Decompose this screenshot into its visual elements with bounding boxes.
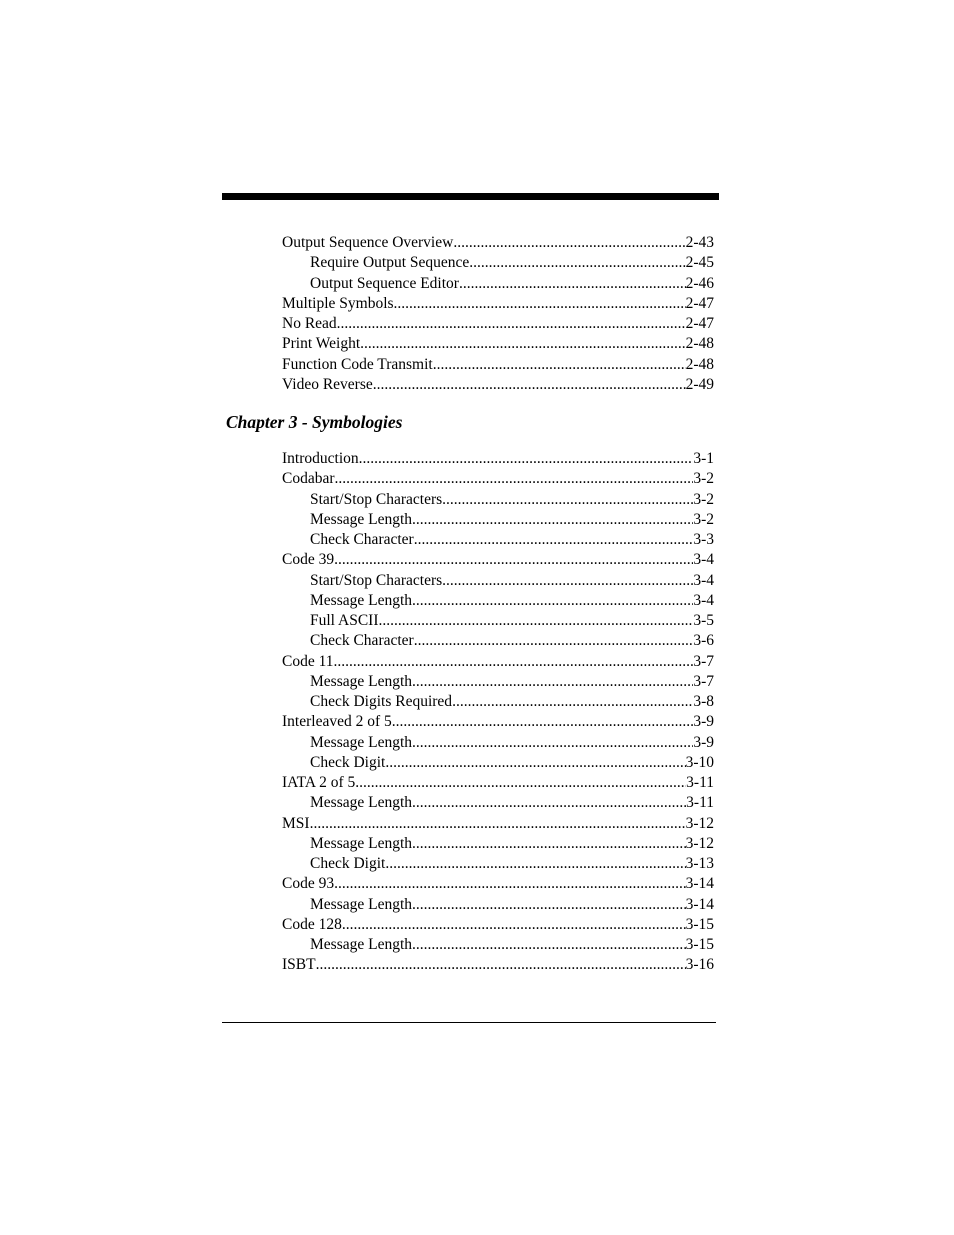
toc-entry-title: Multiple Symbols	[282, 294, 394, 312]
toc-entry-page: 2-48	[685, 355, 714, 373]
toc-leader-dots	[442, 490, 693, 510]
top-rule	[222, 193, 719, 200]
toc-entry-title: Require Output Sequence	[310, 254, 470, 272]
toc-entry	[282, 571, 714, 591]
toc-leader-dots	[360, 334, 685, 354]
toc-entry-title: Message Length	[310, 733, 413, 751]
toc-entry-page: 3-6	[693, 632, 714, 650]
toc-entry	[282, 712, 714, 732]
toc-entry-page: 3-2	[693, 510, 714, 528]
toc-entry-page: 3-10	[685, 753, 714, 771]
toc-entry-page: 3-12	[685, 814, 714, 832]
toc-leader-dots	[412, 793, 686, 813]
toc-entry-title: Check Digit	[310, 855, 386, 872]
toc-entry	[282, 692, 714, 712]
toc-entry	[282, 733, 714, 753]
toc-entry	[282, 355, 714, 375]
toc-entry-title: Message Length	[310, 936, 413, 953]
toc-entry	[282, 490, 714, 510]
chapter-heading: Chapter 3 - Symbologies	[226, 412, 403, 432]
toc-entry	[282, 274, 714, 294]
toc-leader-dots	[452, 692, 693, 712]
toc-entry	[282, 672, 714, 692]
toc-leader-dots	[337, 314, 686, 334]
toc-entry-page: 3-4	[693, 571, 714, 589]
toc-entry-page: 3-7	[693, 672, 714, 690]
toc-entry	[282, 915, 714, 935]
toc-entry	[282, 510, 714, 530]
toc-leader-dots	[310, 814, 686, 834]
toc-entry-page: 2-48	[685, 335, 714, 353]
toc-leader-dots	[412, 510, 693, 530]
toc-entry-title: Introduction	[282, 450, 359, 467]
toc-entry-title: ISBT	[282, 956, 316, 974]
toc-entry	[282, 773, 714, 793]
toc-entry	[282, 469, 714, 489]
toc-leader-dots	[414, 631, 694, 651]
toc-leader-dots	[385, 753, 685, 773]
toc-entry-page: 2-49	[685, 375, 714, 393]
toc-leader-dots	[373, 375, 686, 395]
toc-entry-title: Check Digits Required	[310, 693, 453, 710]
toc-entry-page: 3-8	[693, 693, 714, 710]
toc-leader-dots	[453, 233, 685, 253]
toc-leader-dots	[459, 274, 686, 294]
toc-entry-title: No Read	[282, 315, 337, 332]
toc-leader-dots	[442, 571, 693, 591]
toc-entry	[282, 814, 714, 834]
toc-entry	[282, 753, 714, 773]
toc-leader-dots	[412, 591, 693, 611]
toc-entry-page: 3-14	[685, 895, 714, 913]
toc-entry	[282, 375, 714, 395]
toc-leader-dots	[385, 854, 685, 874]
toc-entry-page: 3-4	[693, 551, 714, 569]
toc-list-chapter-3	[282, 449, 714, 976]
toc-leader-dots	[433, 355, 686, 375]
toc-entry-page: 3-15	[685, 936, 714, 953]
toc-entry-page: 3-11	[686, 794, 714, 812]
toc-entry-page: 3-2	[693, 490, 714, 508]
toc-leader-dots	[334, 550, 693, 570]
toc-entry-page: 3-9	[693, 713, 714, 731]
toc-entry	[282, 611, 714, 631]
toc-leader-dots	[412, 834, 686, 854]
toc-entry-title: Check Character	[310, 632, 414, 650]
toc-leader-dots	[355, 773, 686, 793]
toc-entry-title: Print Weight	[282, 335, 361, 353]
toc-entry-page: 3-3	[693, 531, 714, 548]
toc-entry	[282, 550, 714, 570]
toc-entry-page: 2-43	[685, 234, 714, 251]
toc-entry	[282, 935, 714, 955]
toc-entry-page: 3-5	[693, 612, 714, 629]
toc-leader-dots	[412, 935, 686, 955]
toc-entry-title: Start/Stop Characters	[310, 571, 443, 589]
toc-entry-page: 3-1	[693, 450, 714, 467]
toc-entry-title: Video Reverse	[282, 375, 373, 393]
toc-entry	[282, 449, 714, 469]
toc-entry-page: 2-47	[685, 294, 714, 312]
toc-entry-page: 3-15	[685, 915, 714, 933]
toc-entry	[282, 253, 714, 273]
toc-entry	[282, 334, 714, 354]
toc-entry-title: Output Sequence Overview	[282, 234, 454, 251]
toc-leader-dots	[412, 895, 686, 915]
toc-entry-page: 3-13	[685, 855, 714, 872]
toc-entry-title: Message Length	[310, 794, 413, 812]
toc-entry-page: 3-16	[685, 956, 714, 974]
toc-entry-title: Message Length	[310, 672, 413, 690]
toc-entry	[282, 530, 714, 550]
toc-leader-dots	[334, 652, 694, 672]
toc-entry	[282, 294, 714, 314]
toc-entry-page: 2-46	[685, 274, 714, 292]
toc-entry-title: Check Digit	[310, 753, 386, 771]
toc-entry	[282, 874, 714, 894]
toc-entry-page: 3-12	[685, 834, 714, 852]
toc-entry-title: Interleaved 2 of 5	[282, 713, 392, 731]
toc-leader-dots	[469, 253, 685, 273]
toc-entry-page: 2-47	[685, 315, 714, 332]
toc-leader-dots	[394, 294, 686, 314]
toc-leader-dots	[414, 530, 694, 550]
toc-entry	[282, 854, 714, 874]
toc-entry-title: Codabar	[282, 470, 335, 488]
toc-entry-page: 2-45	[685, 254, 714, 272]
toc-entry-title: Message Length	[310, 834, 413, 852]
toc-entry	[282, 895, 714, 915]
toc-entry	[282, 314, 714, 334]
toc-entry-title: Message Length	[310, 895, 413, 913]
toc-leader-dots	[412, 733, 693, 753]
toc-entry-title: MSI	[282, 814, 310, 832]
toc-entry	[282, 652, 714, 672]
toc-entry-title: Check Character	[310, 531, 414, 548]
toc-entry-page: 3-14	[685, 875, 714, 893]
toc-entry-page: 3-7	[693, 652, 714, 670]
toc-entry-title: Message Length	[310, 591, 413, 609]
toc-leader-dots	[334, 874, 685, 894]
toc-leader-dots	[392, 712, 694, 732]
toc-entry	[282, 591, 714, 611]
toc-entry	[282, 233, 714, 253]
toc-entry-title: Code 39	[282, 551, 335, 569]
toc-entry-title: Code 128	[282, 915, 342, 933]
toc-entry-title: Code 93	[282, 875, 335, 893]
toc-entry	[282, 955, 714, 975]
toc-entry	[282, 793, 714, 813]
toc-entry	[282, 834, 714, 854]
toc-leader-dots	[359, 449, 694, 469]
toc-entry-title: Code 11	[282, 652, 334, 670]
toc-leader-dots	[412, 672, 693, 692]
toc-entry-page: 3-11	[686, 774, 714, 791]
toc-entry-title: Full ASCII	[310, 612, 379, 629]
toc-leader-dots	[335, 469, 694, 489]
toc-entry	[282, 631, 714, 651]
toc-entry-title: Start/Stop Characters	[310, 490, 443, 508]
toc-entry-page: 3-2	[693, 470, 714, 488]
toc-list-continued	[282, 233, 714, 395]
toc-leader-dots	[378, 611, 693, 631]
toc-entry-title: Message Length	[310, 510, 413, 528]
bottom-rule	[222, 1022, 716, 1023]
toc-entry-page: 3-9	[693, 733, 714, 751]
toc-entry-title: IATA 2 of 5	[282, 774, 356, 791]
toc-leader-dots	[342, 915, 686, 935]
toc-entry-page: 3-4	[693, 591, 714, 609]
toc-leader-dots	[316, 955, 686, 975]
toc-entry-title: Output Sequence Editor	[310, 274, 459, 292]
toc-entry-title: Function Code Transmit	[282, 355, 433, 373]
